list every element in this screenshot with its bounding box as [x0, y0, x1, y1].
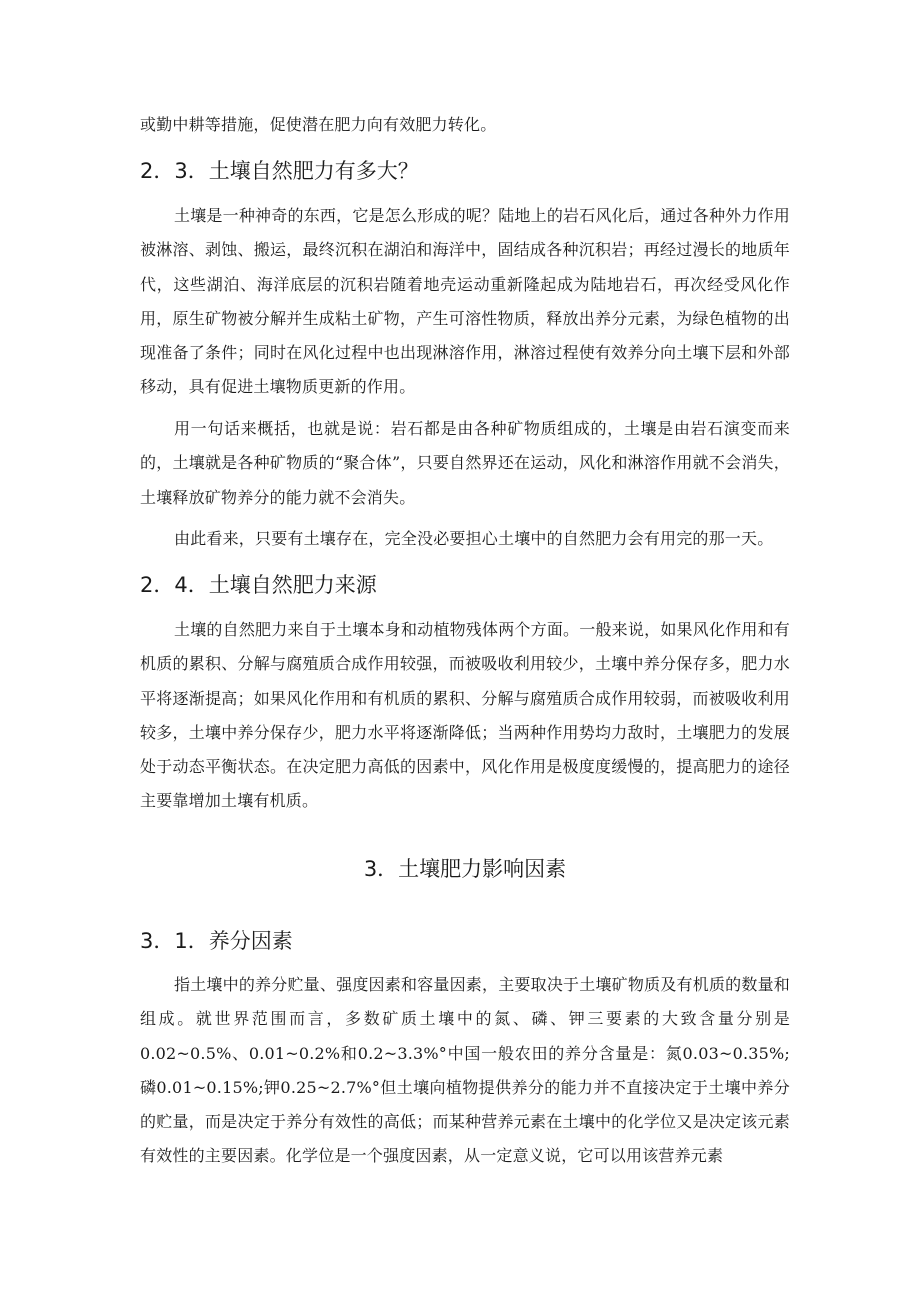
section-heading-3-1: 3．1．养分因素	[140, 929, 293, 953]
paragraph-continuation: 或勤中耕等措施，促使潜在肥力向有效肥力转化。	[140, 115, 497, 134]
paragraph-fertility-source: 土壤的自然肥力来自于土壤本身和动植物残体两个方面。一般来说，如果风化作用和有机质的累积、分解与腐殖质合成作用较强，而被吸收利用较少，土壤中养分保存多，肥力水平将逐渐提高；如果风化作用和有机质的累积、分解与腐殖质合成作用较弱，而被吸收利用较多，土壤中养分保存少，肥力水平将逐渐降低；当两种作用势均力敌时，土壤肥力的发展处于动态平衡状态。在决定肥力高低的因素中，风化作用是极度度缓慢的，提高肥力的途径主要靠增加土壤有机质。	[140, 620, 790, 811]
chapter-heading-3: 3．土壤肥力影响因素	[363, 857, 567, 881]
section-heading-2-3: 2．3．土壤自然肥力有多大？	[140, 159, 419, 183]
section-heading-2-4: 2．4．土壤自然肥力来源	[140, 573, 377, 597]
paragraph-conclusion: 由此看来，只要有土壤存在，完全没必要担心土壤中的自然肥力会有用完的那一天。	[174, 529, 774, 548]
paragraph-nutrient-factor: 指土壤中的养分贮量、强度因素和容量因素，主要取决于土壤矿物质及有机质的数量和组成。就世界范围而言，多数矿质土壤中的氮、磷、钾三要素的大致含量分别是0.02~0.5%、0.01~0.2%和0.2~3.3%°中国一般农田的养分含量是：氮0.03~0.35%;磷0.01~0.15%;钾0.25~2.7%°但土壤向植物提供养分的能力并不直接决定于土壤中养分的贮量，而是决定于养分有效性的高低；而某种营养元素在土壤中的化学位又是决定该元素有效性的主要因素。化学位是一个强度因素，从一定意义说，它可以用该营养元素	[140, 975, 790, 1166]
paragraph-soil-formation: 土壤是一种神奇的东西，它是怎么形成的呢？陆地上的岩石风化后，通过各种外力作用被淋溶、剥蚀、搬运，最终沉积在湖泊和海洋中，固结成各种沉积岩；再经过漫长的地质年代，这些湖泊、海洋底层的沉积岩随着地壳运动重新隆起成为陆地岩石，再次经受风化作用，原生矿物被分解并生成粘土矿物，产生可溶性物质，释放出养分元素，为绿色植物的出现准备了条件；同时在风化过程中也出现淋溶作用，淋溶过程使有效养分向土壤下层和外部移动，具有促进土壤物质更新的作用。	[140, 206, 790, 397]
paragraph-summary: 用一句话来概括，也就是说：岩石都是由各种矿物质组成的，土壤是由岩石演变而来的，土壤就是各种矿物质的“聚合体”，只要自然界还在运动，风化和淋溶作用就不会消失，土壤释放矿物养分的能力就不会消失。	[140, 419, 790, 507]
